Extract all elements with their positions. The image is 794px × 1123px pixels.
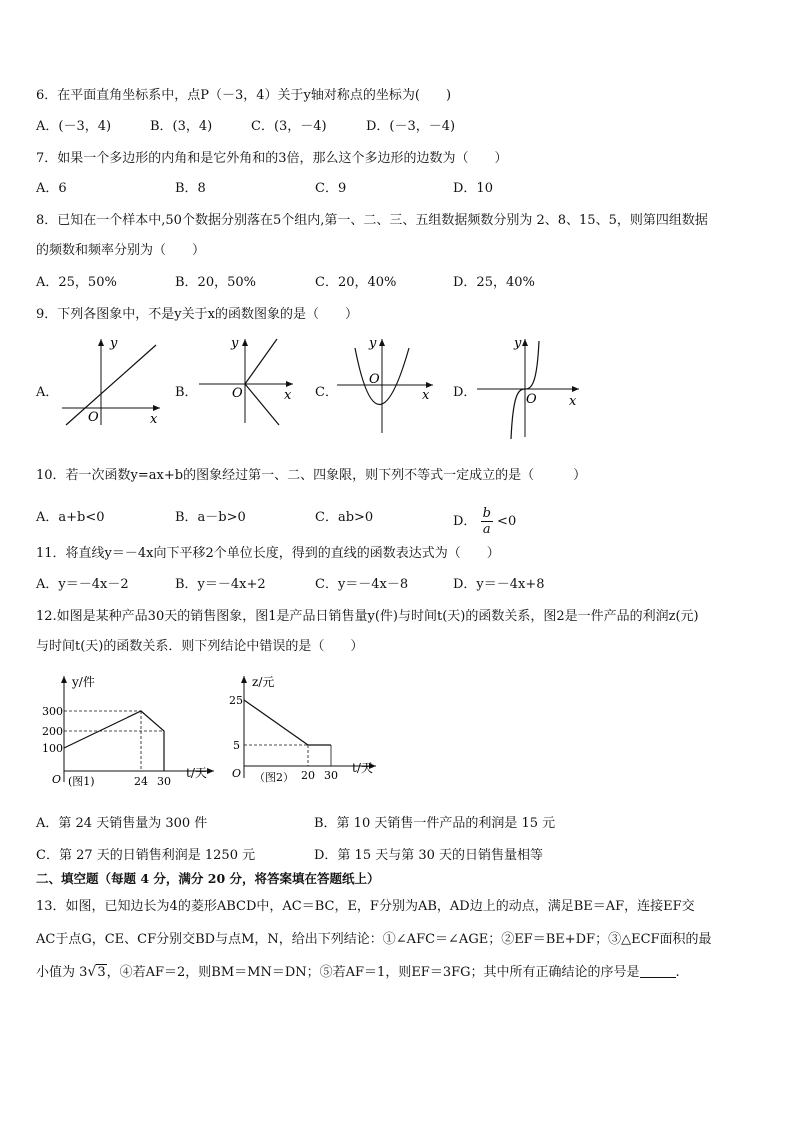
lower-branch: [245, 384, 279, 425]
q9-label-d: D．: [453, 385, 477, 400]
q9-graph-c: [335, 333, 445, 438]
tick-24: 24: [134, 775, 148, 788]
x-axis-arrow: [153, 405, 160, 411]
q10-option-d-rest: <0: [497, 514, 517, 529]
sales-line: [64, 711, 164, 771]
origin-label: O: [88, 410, 99, 425]
y-axis-label: y/件: [72, 675, 95, 689]
q9-label-a: A．: [36, 385, 59, 400]
tick-30: 30: [324, 769, 338, 782]
q8-option-c: C．20，40%: [315, 275, 397, 290]
y-axis-arrow: [242, 339, 248, 346]
q10-option-d: [453, 506, 516, 537]
q11-option-d: D．y＝－4x+8: [453, 577, 545, 592]
y-axis-label: z/元: [252, 675, 275, 689]
tick-30: 30: [157, 775, 171, 788]
question-12-stem-line1: 12.如图是某种产品30天的销售图象，图1是产品日销售量y(件)与时间t(天)的函数关系，图2是一件产品的利润z(元): [36, 609, 699, 624]
origin-label: O: [52, 773, 62, 786]
q8-option-b: B．20，50%: [175, 275, 256, 290]
q13-line3-text: ，④若AF＝2，则BM＝MN＝DN；⑤若AF＝1，则EF＝3FG；其中所有正确结论的序号是: [106, 965, 640, 980]
q11-option-b: B．y＝－4x+2: [175, 577, 266, 592]
q8-option-d: D．25，40%: [453, 275, 535, 290]
q13-line3-prefix: 小值为 3: [36, 965, 88, 980]
tick-100: 100: [42, 742, 63, 755]
x-label: x: [569, 394, 577, 409]
q6-option-d: D．(－3，－4): [366, 119, 456, 134]
q9-graph-b: [195, 333, 305, 428]
q7-option-b: B．8: [175, 181, 206, 196]
x-axis-label: t/天: [352, 761, 373, 775]
q12-option-a: A．第 24 天销售量为 300 件: [36, 816, 208, 831]
q10-option-c: C．ab>0: [315, 510, 374, 525]
q8-option-a: A．25，50%: [36, 275, 117, 290]
x-label: x: [284, 388, 292, 403]
x-label: x: [422, 388, 430, 403]
upper-branch: [245, 339, 277, 384]
tick-20: 20: [301, 769, 315, 782]
tick-300: 300: [42, 705, 63, 718]
q9-label-b: B．: [175, 385, 198, 400]
y-label: y: [110, 336, 118, 351]
q12-figure-2: [226, 670, 396, 790]
origin-label: O: [232, 767, 242, 780]
question-6-stem: 6．在平面直角坐标系中，点P（－3，4）关于y轴对称点的坐标为( ): [36, 88, 452, 103]
question-12-stem-line2: 与时间t(天)的函数关系．则下列结论中错误的是（ ）: [36, 639, 364, 654]
q13-line3-end: .: [675, 965, 680, 980]
origin-label: O: [526, 392, 537, 407]
y-axis-arrow: [61, 676, 67, 683]
q7-option-d: D．10: [453, 181, 493, 196]
x-axis-arrow: [572, 386, 579, 392]
q12-option-d: D．第 15 天与第 30 天的日销售量相等: [314, 848, 544, 863]
section-2-title: 二、填空题（每题 4 分，满分 20 分，将答案填在答题纸上）: [36, 871, 380, 886]
q10-option-a: A．a+b<0: [36, 510, 105, 525]
q6-option-c: C．(3，－4): [251, 119, 327, 134]
y-axis-arrow: [522, 339, 528, 346]
tick-200: 200: [42, 725, 63, 738]
tick-5: 5: [233, 739, 240, 752]
origin-label: O: [232, 386, 243, 401]
y-axis-arrow: [98, 339, 104, 346]
question-8-stem-line1: 8．已知在一个样本中,50个数据分别落在5个组内,第一、二、三、五组数据频数分别为 2、8、15、5，则第四组数据: [36, 213, 708, 228]
question-9-stem: 9．下列各图象中，不是y关于x的函数图象的是（ ）: [36, 307, 358, 322]
q12-option-b: B．第 10 天销售一件产品的利润是 15 元: [314, 816, 556, 831]
y-axis-arrow: [241, 676, 247, 683]
q9-graph-d: [475, 333, 585, 443]
q9-label-c: C．: [315, 385, 338, 400]
q11-option-c: C．y＝－4x－8: [315, 577, 409, 592]
question-7-stem: 7．如果一个多边形的内角和是它外角和的3倍，那么这个多边形的边数为（ ）: [36, 151, 508, 166]
q12-option-c: C．第 27 天的日销售利润是 1250 元: [36, 848, 256, 863]
question-13-line2: AC于点G，CE、CF分别交BD与点M，N，给出下列结论：①∠AFC＝∠AGE；②EF＝BE+DF；③△ECF面积的最: [36, 932, 712, 947]
question-13-line1: 13．如图，已知边长为4的菱形ABCD中，AC＝BC，E，F分别为AB，AD边上的动点，满足BE＝AF，连接EF交: [36, 899, 695, 914]
y-axis-arrow: [379, 339, 385, 346]
x-axis-arrow: [207, 768, 214, 774]
tick-25: 25: [229, 694, 243, 707]
fraction-numerator: b: [482, 506, 491, 521]
q12-figure-1: [36, 670, 226, 790]
x-label: x: [150, 412, 158, 427]
origin-label: O: [369, 372, 380, 387]
sqrt-symbol: √: [87, 964, 97, 980]
question-10-stem: 10．若一次函数y=ax+b的图象经过第一、二、四象限，则下列不等式一定成立的是（ ）: [36, 468, 587, 483]
line-graph: [66, 345, 156, 425]
y-label: y: [514, 336, 522, 351]
q11-option-a: A．y＝－4x－2: [36, 577, 129, 592]
x-axis-arrow: [286, 381, 293, 387]
q7-option-a: A．6: [36, 181, 67, 196]
q10-option-b: B．a－b>0: [175, 510, 246, 525]
q7-option-c: C．9: [315, 181, 347, 196]
q9-graph-a: [58, 333, 168, 428]
fraction: [481, 506, 493, 537]
profit-line: [244, 700, 331, 745]
answer-blank[interactable]: [640, 965, 676, 978]
q6-option-a: A．(－3，4): [36, 119, 112, 134]
figure-caption: （图2）: [254, 771, 294, 784]
fraction-denominator: a: [482, 522, 491, 537]
y-label: y: [231, 336, 239, 351]
question-13-line3: [36, 961, 680, 980]
x-axis-label: t/天: [186, 766, 207, 780]
figure-caption: (图1): [68, 775, 95, 788]
sqrt-radicand: 3: [97, 965, 106, 980]
y-label: y: [369, 336, 377, 351]
q10-option-d-label: D．: [453, 514, 477, 529]
q6-option-b: B．(3，4): [150, 119, 213, 134]
question-11-stem: 11．将直线y＝－4x向下平移2个单位长度，得到的直线的函数表达式为（ ）: [36, 546, 500, 561]
question-8-stem-line2: 的频数和频率分别为（ ）: [36, 243, 206, 258]
